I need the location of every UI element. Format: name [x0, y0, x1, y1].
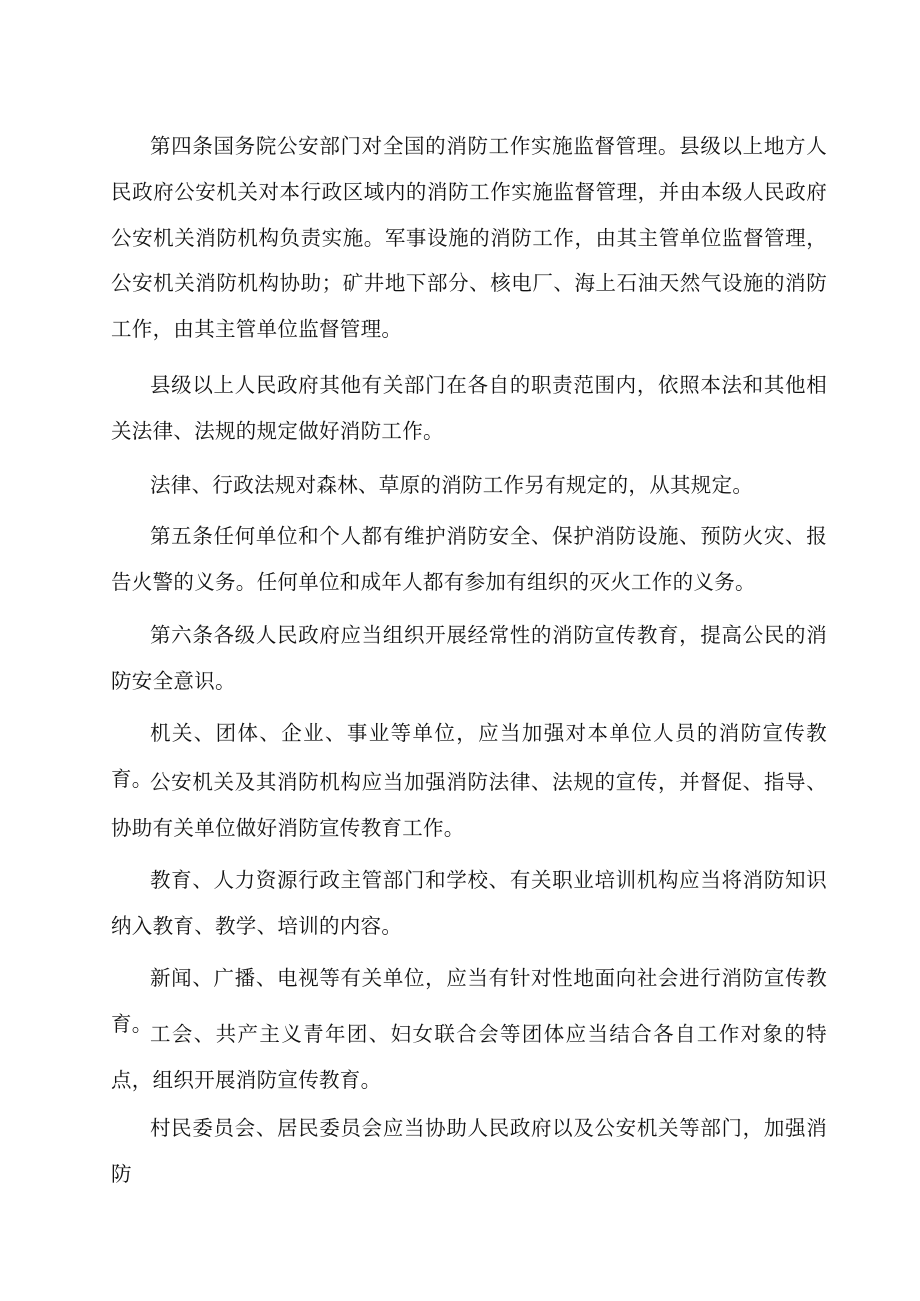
paragraph-article-5: 第五条任何单位和个人都有维护消防安全、保护消防设施、预防火灾、报告火警的义务。任何单位和成年人都有参加有组织的灭火工作的义务。: [111, 524, 827, 594]
paragraph-education: 教育、人力资源行政主管部门和学校、有关职业培训机构应当将消防知识纳入教育、教学、培训的内容。: [111, 868, 827, 938]
paragraph-committees: 村民委员会、居民委员会应当协助人民政府以及公安机关等部门，加强消防: [111, 1116, 827, 1186]
paragraph-article-6: 第六条各级人民政府应当组织开展经常性的消防宣传教育，提高公民的消防安全意识。: [111, 623, 827, 693]
paragraph-article-4: 第四条国务院公安部门对全国的消防工作实施监督管理。县级以上地方人民政府公安机关对本行政区域内的消防工作实施监督管理，并由本级人民政府公安机关消防机构负责实施。军事设施的消防工作，由其主管单位监督管理，公安机关消防机构协助；矿井地下部分、核电厂、海上石油天然气设施的消防工作，由其主管单位监督管理。: [111, 134, 827, 342]
paragraph-forest-grassland: 法律、行政法规对森林、草原的消防工作另有规定的，从其规定。: [150, 473, 754, 497]
paragraph-organizations: 机关、团体、企业、事业等单位，应当加强对本单位人员的消防宣传教育。: [111, 721, 827, 791]
paragraph-unions: 工会、共产主义青年团、妇女联合会等团体应当结合各自工作对象的特点，组织开展消防宣传教育。: [111, 1022, 827, 1092]
paragraph-public-security: 公安机关及其消防机构应当加强消防法律、法规的宣传，并督促、指导、协助有关单位做好消防宣传教育工作。: [111, 770, 827, 840]
paragraph-county-departments: 县级以上人民政府其他有关部门在各自的职责范围内，依照本法和其他相关法律、法规的规定做好消防工作。: [111, 373, 827, 443]
paragraph-media: 新闻、广播、电视等有关单位，应当有针对性地面向社会进行消防宣传教育。: [111, 966, 827, 1036]
